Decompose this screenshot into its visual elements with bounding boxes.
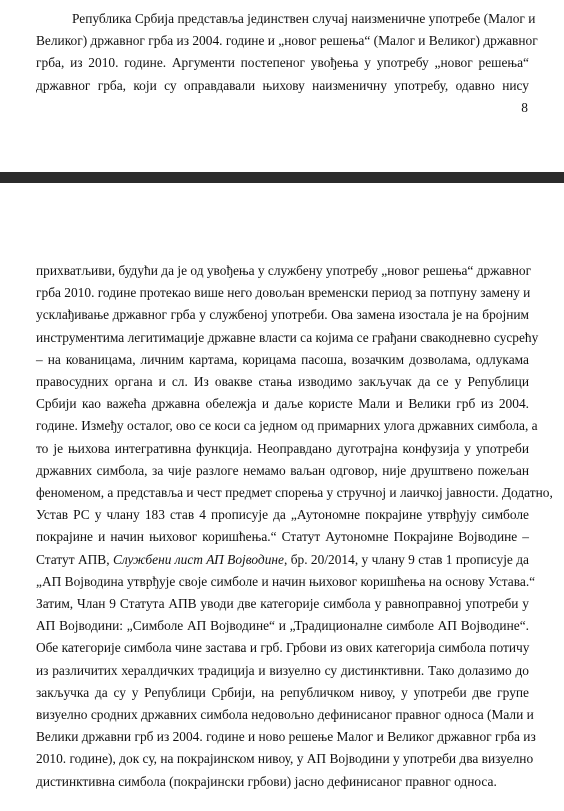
text-line: Великог) државног грба из 2004. године и „новог решења“ (Малог и Великог) државног bbox=[36, 33, 538, 49]
text-line: визуелно сродних државних симбола недовољно дефинисаног правног односа (Мали и bbox=[36, 707, 534, 723]
page-top-fragment bbox=[0, 0, 564, 172]
text-line: Обе категорије симбола чине застава и грб. Грбови из ових категорија симбола потичу bbox=[36, 640, 530, 656]
text-line: државног грба, који су оправдавали њихову наизменичну употребу, одавно нису bbox=[36, 77, 529, 93]
text-line: покрајине и начин њиховог коришћења.“ Статут Аутономне Покрајине Војводине – bbox=[36, 529, 529, 545]
text-line: грба, из 2010. године. Аргументи постепеног увођења у употребу „новог решења“ bbox=[36, 55, 529, 71]
text-line: године. Између осталог, ово се коси са једном од примарних улога државних симбола, а bbox=[36, 418, 538, 434]
top-paragraph bbox=[36, 8, 538, 97]
text-line: 2010. године), док су, на покрајинском нивоу, у АП Војводини у употреби два визуелно bbox=[36, 751, 534, 767]
text-line: Затим, Члан 9 Статута АПВ уводи две категорије симбола у равноправној употреби у bbox=[36, 596, 529, 612]
page-separator bbox=[0, 172, 564, 183]
text-line: Република Србија представља јединствен случај наизменичне употребе (Малог и bbox=[72, 11, 536, 26]
text-line: Србији као важећа државна обележја и даље користе Мали и Велики грб из 2004. bbox=[36, 396, 529, 412]
text-line: из различитих хералдичких традиција и визуелно су дистинктивни. Тако долазимо до bbox=[36, 662, 529, 678]
italic-citation: Службени лист АП Војводине bbox=[112, 551, 284, 567]
text-line: дистинктивна симбола (покрајински грбови) јасно дефинисаног правног односа. bbox=[36, 773, 497, 789]
text-line: АП Војводини: „Симболе АП Војводине“ и „Традиционалне симболе АП Војводине“. bbox=[36, 618, 529, 634]
text-line: закључка да су у Републици Србији, на републичком нивоу, у употреби две групе bbox=[36, 684, 529, 700]
text-line: правосудних органа и сл. Из овакве стања изводимо закључак да се у Републици bbox=[36, 374, 529, 390]
text-line: Велики државни грб из 2004. године и ново решење Малог и Великог државног грба из bbox=[36, 729, 536, 745]
text-line: Статут АПВ, Службени лист АП Војводине, бр. 20/2014, у члану 9 став 1 прописује да bbox=[36, 551, 529, 567]
text-line: – на кованицама, личним картама, корицама пасоша, возачким дозволама, одлукама bbox=[36, 351, 529, 367]
text-line: „АП Војводина утврђује своје симболе и начин њиховог коришћења на основу Устава.“ bbox=[36, 573, 536, 589]
text-line: то је њихова интегративна функција. Неоправдано дуготрајна конфузија у употреби bbox=[36, 440, 529, 456]
text-line: усклађивање државног грба у службеној употреби. Ова замена изостала је на бројним bbox=[36, 307, 529, 323]
text-line: прихватљиви, будући да је од увођења у службену употребу „новог решења“ државног bbox=[36, 263, 532, 278]
page-number: 8 bbox=[521, 100, 528, 115]
text-line: феноменом, а представља и чест предмет спорења у стручној и лаичкој јавности. Додатно, bbox=[36, 485, 553, 501]
text-line: Устав РС у члану 183 став 4 прописује да „Аутономне покрајине утврђују симболе bbox=[36, 507, 529, 523]
body-paragraph bbox=[36, 260, 553, 793]
text-line: грба 2010. године протекао више него довољан временски период за потпуну замену и bbox=[36, 285, 531, 301]
page-bottom-fragment bbox=[0, 183, 564, 811]
text-line: инструментима легитимације државне власти са којима се грађани свакодневно сусрећу bbox=[36, 329, 539, 345]
text-line: државних симбола, за чије разлоге немамо ваљан одговор, није друштвено пожељан bbox=[36, 462, 529, 478]
